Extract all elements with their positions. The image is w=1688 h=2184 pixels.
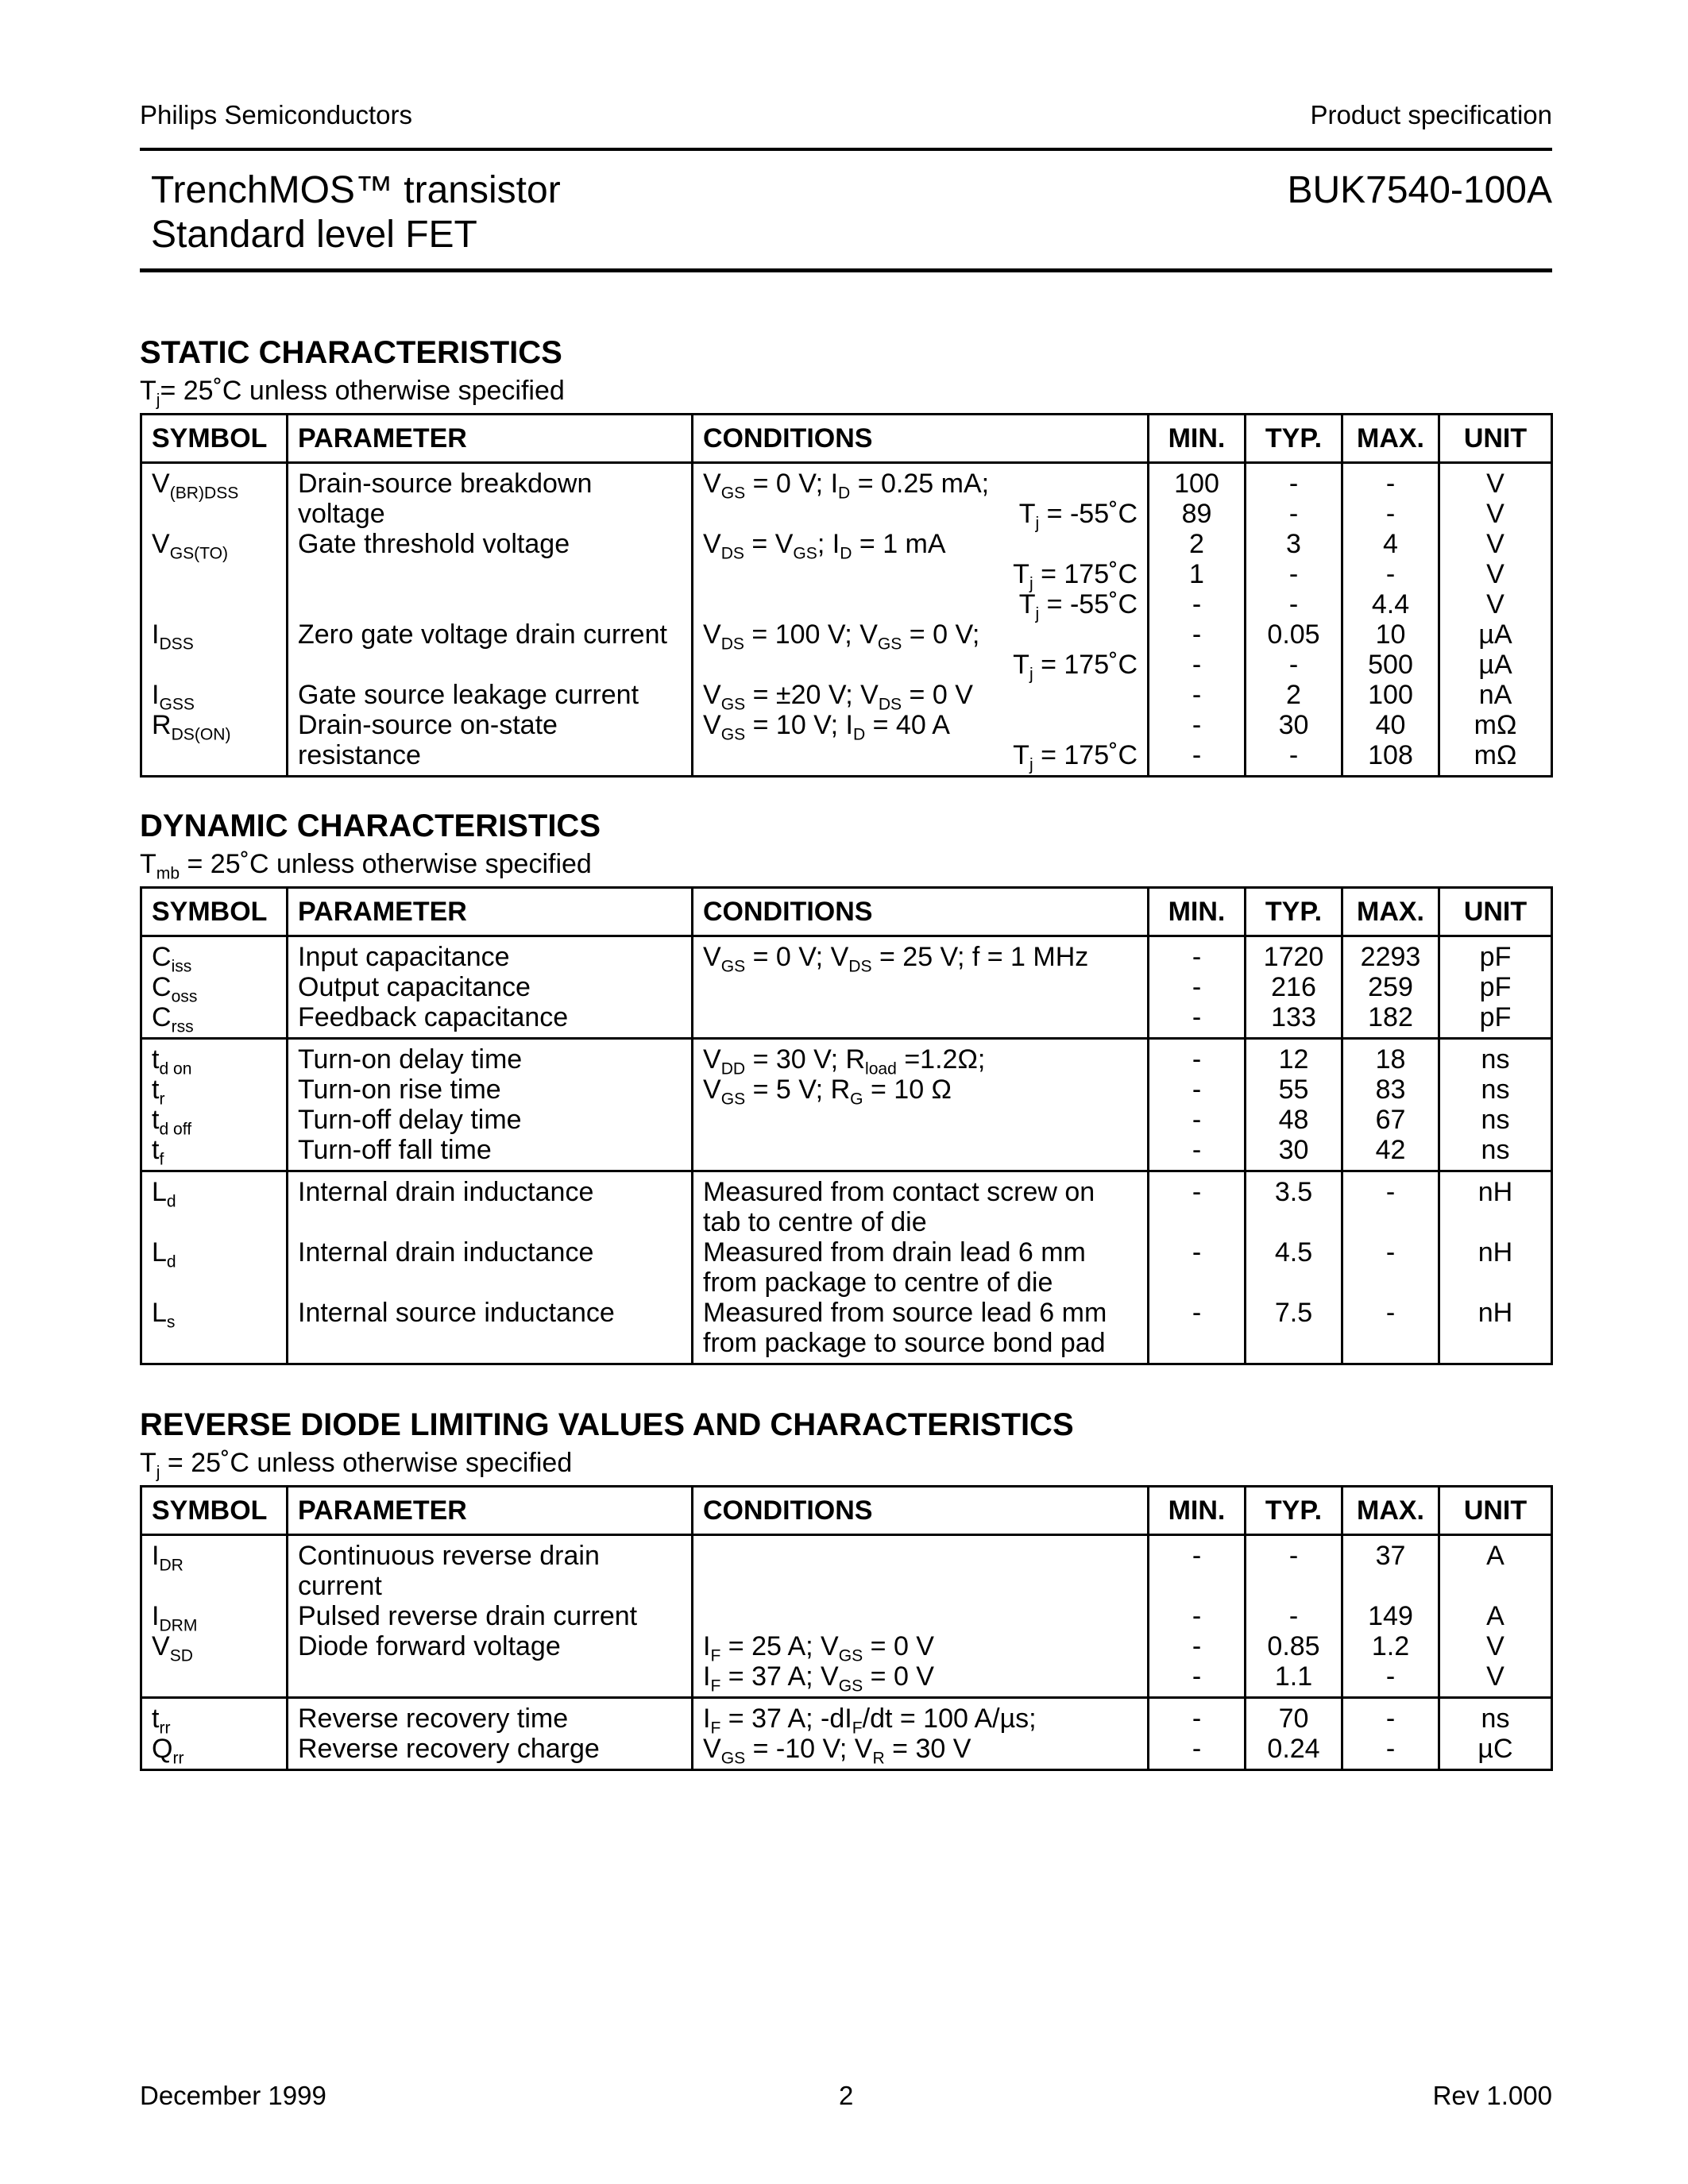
col-typ: TYP.: [1246, 888, 1342, 936]
parameter-cell: Turn-on delay time Turn-on rise time Turn-off delay time Turn-off fall time: [288, 1039, 693, 1171]
max-cell: 18 83 67 42: [1342, 1039, 1439, 1171]
col-max: MAX.: [1342, 888, 1439, 936]
static-title: STATIC CHARACTERISTICS: [140, 335, 562, 370]
col-symbol: SYMBOL: [141, 415, 288, 463]
max-cell: 2293 259 182: [1342, 936, 1439, 1039]
typ-cell: 70 0.24: [1246, 1698, 1342, 1770]
col-unit: UNIT: [1439, 888, 1552, 936]
min-cell: - - - -: [1149, 1039, 1246, 1171]
product-title-line2: Standard level FET: [151, 214, 477, 256]
col-typ: TYP.: [1246, 1487, 1342, 1535]
header-rule: [140, 148, 1552, 151]
document-type: Product specification: [1310, 100, 1552, 129]
conditions-cell: Measured from contact screw on tab to centre of die Measured from drain lead 6 mm from package to centre of die Measured from source lead 6 mm from package to source bond pad: [693, 1171, 1149, 1364]
table-header-row: [141, 1487, 1552, 1535]
title-rule: [140, 268, 1552, 272]
conditions-cell: $I_F = 25$ A; $V_{GS} = 0$ V $I_F = 37$ A; $V_{GS} = 0$ V: [693, 1535, 1149, 1698]
col-conditions: CONDITIONS: [693, 415, 1149, 463]
conditions-cell: $I_F = 37$ A; $-dI_F/dt = 100$ A/µs; $V_{GS} = -10$ V; $V_R = 30$ V: [693, 1698, 1149, 1770]
part-number: BUK7540-100A: [1287, 169, 1552, 211]
table-header-row: [141, 888, 1552, 936]
reverse-table: [140, 1485, 1553, 1771]
min-cell: 100 89 2 1 - - - - - -: [1149, 463, 1246, 777]
table-row: [141, 1171, 1552, 1364]
col-max: MAX.: [1342, 1487, 1439, 1535]
col-parameter: PARAMETER: [288, 415, 693, 463]
table-row: [141, 1698, 1552, 1770]
col-symbol: SYMBOL: [141, 1487, 288, 1535]
typ-cell: 3.5 4.5 7.5: [1246, 1171, 1342, 1364]
col-conditions: CONDITIONS: [693, 1487, 1149, 1535]
typ-cell: 1720 216 133: [1246, 936, 1342, 1039]
company-name: Philips Semiconductors: [140, 100, 412, 129]
col-symbol: SYMBOL: [141, 888, 288, 936]
unit-cell: nH nH nH: [1439, 1171, 1552, 1364]
table-row: [141, 463, 1552, 777]
typ-cell: - - 0.85 1.1: [1246, 1535, 1342, 1698]
static-conditions: $T_j=$ 25˚C unless otherwise specified: [140, 376, 565, 410]
parameter-cell: Drain-source breakdown voltage Gate threshold voltage Zero gate voltage drain current Gate source leakage current Drain-source on-state resistance: [288, 463, 693, 777]
unit-cell: ns µC: [1439, 1698, 1552, 1770]
col-min: MIN.: [1149, 888, 1246, 936]
reverse-title: REVERSE DIODE LIMITING VALUES AND CHARACTERISTICS: [140, 1407, 1074, 1442]
dynamic-title: DYNAMIC CHARACTERISTICS: [140, 808, 601, 843]
max-cell: - - -: [1342, 1171, 1439, 1364]
symbol-cell: $t_{rr}$ $Q_{rr}$: [141, 1698, 288, 1770]
parameter-cell: Input capacitance Output capacitance Feedback capacitance: [288, 936, 693, 1039]
parameter-cell: Reverse recovery time Reverse recovery charge: [288, 1698, 693, 1770]
symbol-cell: $t_{d on}$ $t_r$ $t_{d off}$ $t_f$: [141, 1039, 288, 1171]
typ-cell: - - 3 - - 0.05 - 2 30 -: [1246, 463, 1342, 777]
symbol-cell: $C_{iss}$ $C_{oss}$ $C_{rss}$: [141, 936, 288, 1039]
col-unit: UNIT: [1439, 415, 1552, 463]
unit-cell: pF pF pF: [1439, 936, 1552, 1039]
dynamic-section: [140, 807, 1552, 1365]
footer-date: December 1999: [140, 2081, 326, 2110]
unit-cell: ns ns ns ns: [1439, 1039, 1552, 1171]
unit-cell: V V V V V µA µA nA mΩ mΩ: [1439, 463, 1552, 777]
table-header-row: [141, 415, 1552, 463]
max-cell: - -: [1342, 1698, 1439, 1770]
conditions-cell: $V_{GS} = 0$ V; $V_{DS} = 25$ V; f = 1 MHz: [693, 936, 1149, 1039]
col-parameter: PARAMETER: [288, 1487, 693, 1535]
max-cell: 37 149 1.2 -: [1342, 1535, 1439, 1698]
static-table: [140, 413, 1553, 778]
static-section: [140, 334, 1552, 778]
symbol-cell: $V_{(BR)DSS}$ $V_{GS(TO)}$ $I_{DSS}$ $I_{GSS}$ $R_{DS(ON)}$: [141, 463, 288, 777]
product-title: [151, 168, 561, 257]
table-row: [141, 936, 1552, 1039]
datasheet-page: [140, 0, 1552, 2184]
parameter-cell: Continuous reverse drain current Pulsed reverse drain current Diode forward voltage: [288, 1535, 693, 1698]
unit-cell: A A V V: [1439, 1535, 1552, 1698]
dynamic-conditions: $T_{mb}$ = 25˚C unless otherwise specified: [140, 849, 592, 883]
conditions-cell: $V_{GS} = 0$ V; $I_D = 0.25$ mA; $T_j$ = -55˚C $V_{DS} = V_{GS}$; $I_D = 1$ mA $T_j$ = 175˚C $T_j$ = -55˚C $V_{DS} = 100$ V; $V_{GS} = 0$ V; $T_j$ = 175˚C $V_{GS} = \pm 20$ V; $V_{DS} = 0$ V $V_{GS} = 10$ V; $I_D = 40$ A $T_j$ = 175˚C: [693, 463, 1149, 777]
table-row: [141, 1535, 1552, 1698]
typ-cell: 12 55 48 30: [1246, 1039, 1342, 1171]
min-cell: - - - -: [1149, 1535, 1246, 1698]
col-parameter: PARAMETER: [288, 888, 693, 936]
table-row: [141, 1039, 1552, 1171]
reverse-diode-section: [140, 1406, 1552, 1771]
col-max: MAX.: [1342, 415, 1439, 463]
symbol-cell: $I_{DR}$ $I_{DRM}$ $V_{SD}$: [141, 1535, 288, 1698]
max-cell: - - 4 - 4.4 10 500 100 40 108: [1342, 463, 1439, 777]
symbol-cell: $L_d$ $L_d$ $L_s$: [141, 1171, 288, 1364]
reverse-conditions: $T_j$ = 25˚C unless otherwise specified: [140, 1448, 573, 1482]
footer-page-number: 2: [839, 2081, 854, 2110]
parameter-cell: Internal drain inductance Internal drain inductance Internal source inductance: [288, 1171, 693, 1364]
col-min: MIN.: [1149, 415, 1246, 463]
min-cell: - - -: [1149, 936, 1246, 1039]
min-cell: - -: [1149, 1698, 1246, 1770]
col-min: MIN.: [1149, 1487, 1246, 1535]
dynamic-table: [140, 886, 1553, 1365]
col-conditions: CONDITIONS: [693, 888, 1149, 936]
product-title-line1: TrenchMOS™ transistor: [151, 169, 561, 211]
col-unit: UNIT: [1439, 1487, 1552, 1535]
footer-revision: Rev 1.000: [1432, 2081, 1552, 2110]
min-cell: - - -: [1149, 1171, 1246, 1364]
conditions-cell: $V_{DD} = 30$ V; $R_{load} =1.2\Omega$; $V_{GS} = 5$ V; $R_G = 10$ Ω: [693, 1039, 1149, 1171]
col-typ: TYP.: [1246, 415, 1342, 463]
